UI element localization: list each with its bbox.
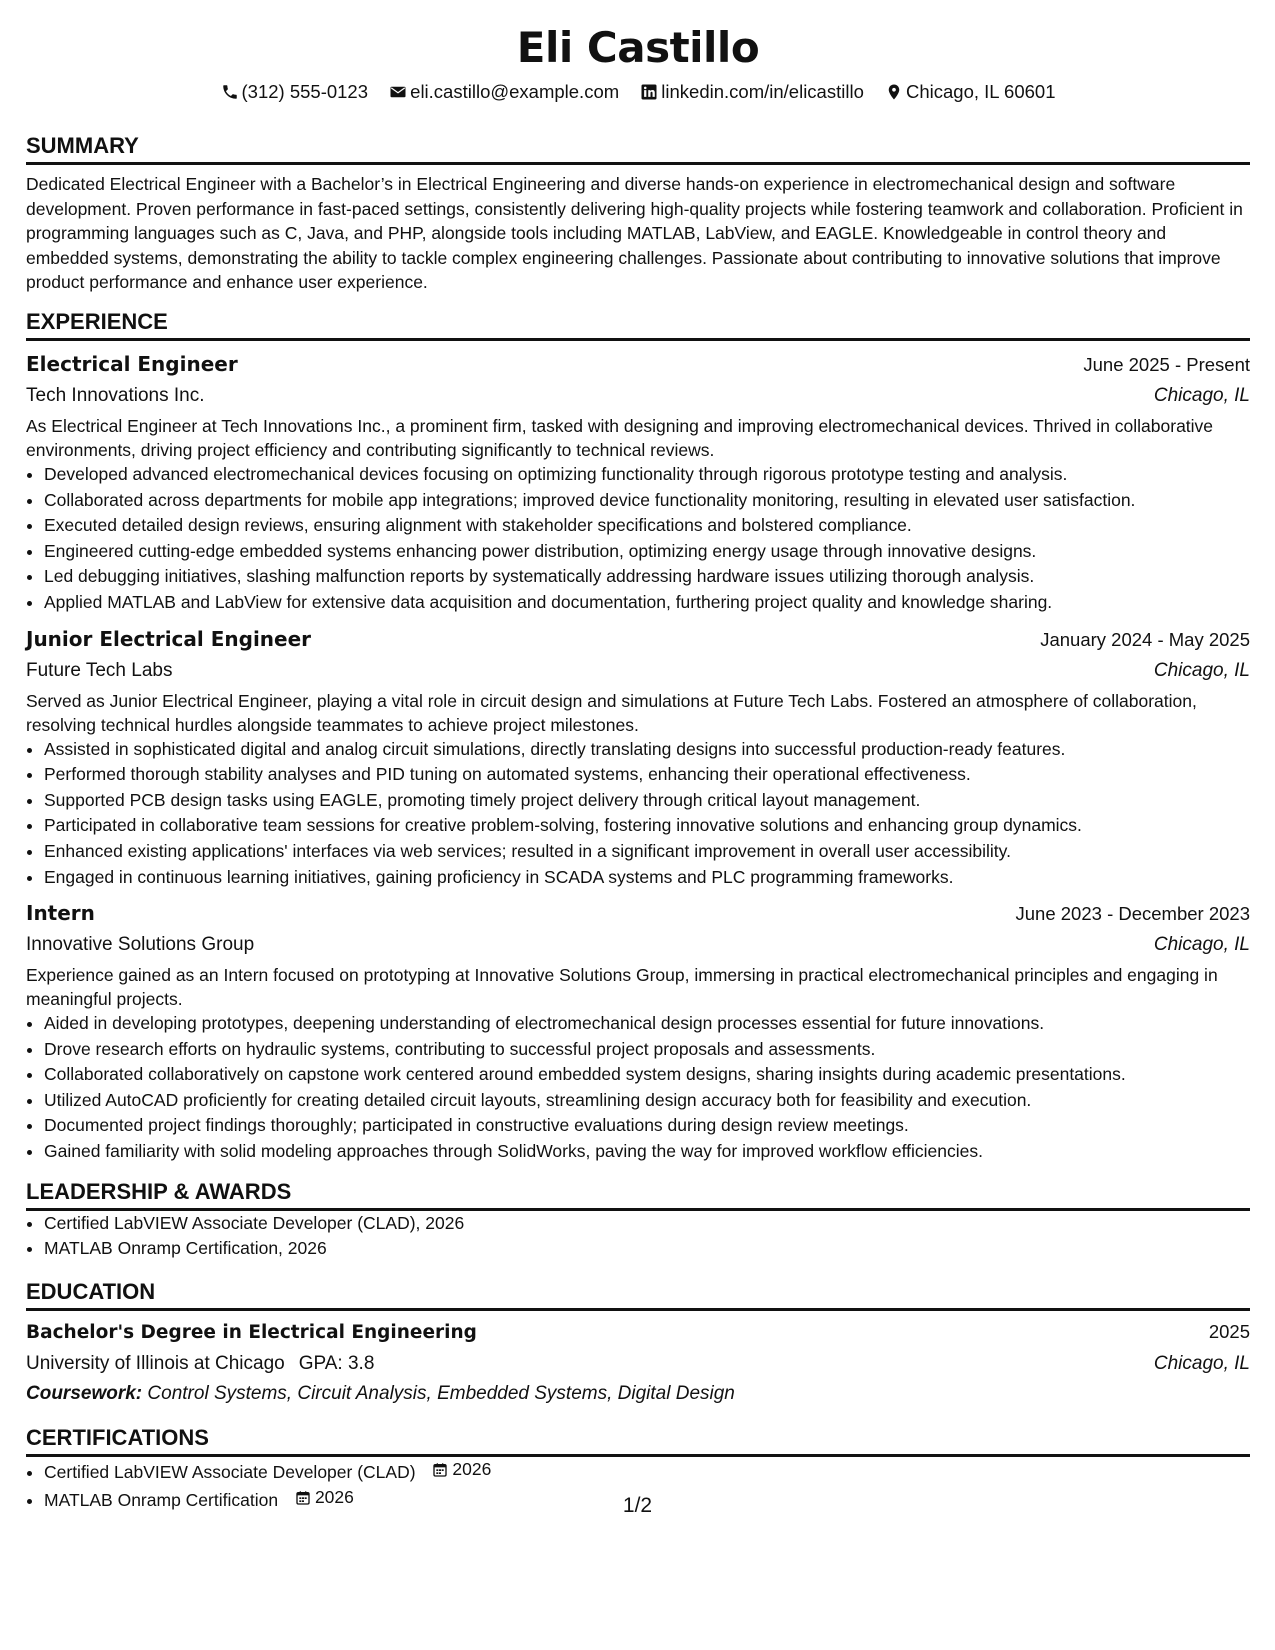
email-text: eli.castillo@example.com — [410, 81, 620, 102]
awards-list — [26, 1211, 1250, 1262]
list-item: • Collaborated across departments for mobile app integrations; improved device functionality monitoring, resulting in elevated user satisfaction. — [44, 488, 1250, 514]
resume-page — [26, 20, 1250, 1514]
linkedin-text: linkedin.com/in/elicastillo — [661, 81, 864, 102]
cert-name: MATLAB Onramp Certification — [44, 1490, 279, 1511]
list-item: • Supported PCB design tasks using EAGLE, promoting timely project delivery through critical layout management. — [44, 788, 1250, 814]
list-item: • MATLAB Onramp Certification, 2026 — [44, 1236, 1250, 1262]
company-name: Future Tech Labs — [26, 659, 173, 681]
list-item: • Utilized AutoCAD proficiently for creating detailed circuit layouts, streamlining design accuracy both for feasibility and execution. — [44, 1088, 1250, 1114]
map-marker-icon — [885, 83, 903, 101]
summary-section — [26, 133, 1250, 295]
leadership-section — [26, 1179, 1250, 1262]
job-entry — [26, 898, 1250, 1165]
envelope-icon — [389, 83, 407, 101]
coursework-list: Control Systems, Circuit Analysis, Embedded Systems, Digital Design — [147, 1382, 735, 1404]
job-title: Junior Electrical Engineer — [26, 626, 312, 651]
contact-bar — [26, 80, 1250, 107]
experience-section — [26, 309, 1250, 1165]
list-item: • Engaged in continuous learning initiatives, gaining proficiency in SCADA systems and PLC programming frameworks. — [44, 865, 1250, 891]
job-bullets — [26, 737, 1250, 891]
job-entry — [26, 624, 1250, 891]
list-item — [44, 1457, 1250, 1485]
job-entry — [26, 349, 1250, 616]
section-title: SUMMARY — [26, 133, 1250, 165]
job-location: Chicago, IL — [1153, 659, 1250, 681]
coursework — [26, 1379, 1250, 1408]
job-location: Chicago, IL — [1153, 934, 1250, 956]
job-description: Experience gained as an Intern focused on prototyping at Innovative Solutions Group, immersing in practical electromechanical principles and engaging in meaningful projects. — [26, 965, 1218, 1010]
contact-email[interactable] — [389, 80, 619, 104]
list-item: • Enhanced existing applications' interfaces via web services; resulted in a significant improvement in overall user accessibility. — [44, 839, 1250, 865]
summary-text: Dedicated Electrical Engineer with a Bachelor’s in Electrical Engineering and diverse hands-on experience in electromechanical design and software development. Proven performance in fast-paced settings, consistently delivering high-quality projects while fostering teamwork and collaboration. Proficient in programming languages such as C, Java, and PHP, alongside tools including MATLAB, LabView, and EAGLE. Knowledgeable in control theory and embedded systems, demonstrating the ability to tackle complex engineering challenges. Passionate about contributing to innovative solutions that improve product performance and enhance user experience. — [26, 174, 1243, 293]
company-name: Tech Innovations Inc. — [26, 384, 205, 406]
list-item: • Applied MATLAB and LabView for extensive data acquisition and documentation, furthering project quality and knowledge sharing. — [44, 590, 1250, 616]
list-item: • Led debugging initiatives, slashing malfunction reports by systematically addressing hardware issues utilizing thorough analysis. — [44, 564, 1250, 590]
job-dates: June 2025 - Present — [1083, 353, 1250, 375]
section-title: CERTIFICATIONS — [26, 1425, 1250, 1457]
linkedin-icon — [640, 83, 658, 101]
job-dates: January 2024 - May 2025 — [1040, 628, 1250, 650]
job-location: Chicago, IL — [1153, 384, 1250, 406]
list-item: • Participated in collaborative team sessions for creative problem-solving, fostering innovative solutions and enhancing group dynamics. — [44, 813, 1250, 839]
job-bullets — [26, 1011, 1250, 1165]
list-item: • Performed thorough stability analyses and PID tuning on automated systems, enhancing their operational effectiveness. — [44, 762, 1250, 788]
phone-text: (312) 555-0123 — [241, 81, 369, 102]
contact-location — [885, 80, 1055, 104]
job-title: Intern — [26, 901, 95, 926]
job-dates: June 2023 - December 2023 — [1015, 903, 1250, 925]
school-name: University of Illinois at Chicago — [26, 1352, 285, 1374]
degree-title: Bachelor's Degree in Electrical Engineering — [26, 1321, 477, 1343]
section-title: EDUCATION — [26, 1279, 1250, 1311]
location-text: Chicago, IL 60601 — [906, 81, 1056, 102]
cert-year: 2026 — [314, 1487, 354, 1508]
contact-linkedin[interactable] — [640, 80, 864, 104]
phone-icon — [221, 83, 239, 101]
cert-name: Certified LabVIEW Associate Developer (CLAD) — [44, 1461, 416, 1482]
section-title: LEADERSHIP & AWARDS — [26, 1179, 1250, 1211]
list-item: • Collaborated collaboratively on capstone work centered around embedded system designs, sharing insights during academic presentations. — [44, 1062, 1250, 1088]
page-number: 1/2 — [622, 1494, 653, 1517]
company-name: Innovative Solutions Group — [26, 934, 255, 956]
list-item: • Developed advanced electromechanical devices focusing on optimizing functionality through rigorous prototype testing and analysis. — [44, 462, 1250, 488]
cert-year: 2026 — [452, 1458, 492, 1479]
list-item: • Aided in developing prototypes, deepening understanding of electromechanical design processes essential for future innovations. — [44, 1011, 1250, 1037]
candidate-name: Eli Castillo — [516, 23, 760, 72]
list-item: • Gained familiarity with solid modeling approaches through SolidWorks, paving the way for improved workflow efficiencies. — [44, 1139, 1250, 1165]
list-item: • Drove research efforts on hydraulic systems, contributing to successful project proposals and assessments. — [44, 1037, 1250, 1063]
school-location: Chicago, IL — [1153, 1352, 1250, 1374]
job-bullets — [26, 462, 1250, 616]
contact-phone — [221, 80, 369, 104]
list-item: • Documented project findings thoroughly; participated in constructive evaluations during design review meetings. — [44, 1113, 1250, 1139]
list-item: • Engineered cutting-edge embedded systems enhancing power distribution, optimizing energy usage through innovative designs. — [44, 539, 1250, 565]
list-item: • Executed detailed design reviews, ensuring alignment with stakeholder specifications and bolstered compliance. — [44, 513, 1250, 539]
list-item: • Certified LabVIEW Associate Developer (CLAD), 2026 — [44, 1211, 1250, 1237]
list-item: • Assisted in sophisticated digital and analog circuit simulations, directly translating designs into successful production-ready features. — [44, 737, 1250, 763]
gpa: GPA: 3.8 — [298, 1352, 375, 1374]
calendar-icon — [432, 1462, 448, 1478]
section-title: EXPERIENCE — [26, 309, 1250, 341]
job-description: As Electrical Engineer at Tech Innovations Inc., a prominent firm, tasked with designing and improving electromechanical devices. Thrived in collaborative environments, driving project efficiency and contributing significantly to technical reviews. — [26, 415, 1214, 460]
education-section — [26, 1279, 1250, 1408]
job-description: Served as Junior Electrical Engineer, playing a vital role in circuit design and simulations at Future Tech Labs. Fostered an atmosphere of collaboration, resolving technical hurdles alongside teammates to achieve project milestones. — [26, 690, 1197, 735]
job-title: Electrical Engineer — [26, 351, 238, 376]
coursework-label: Coursework: — [26, 1382, 143, 1404]
graduation-year: 2025 — [1208, 1320, 1250, 1342]
